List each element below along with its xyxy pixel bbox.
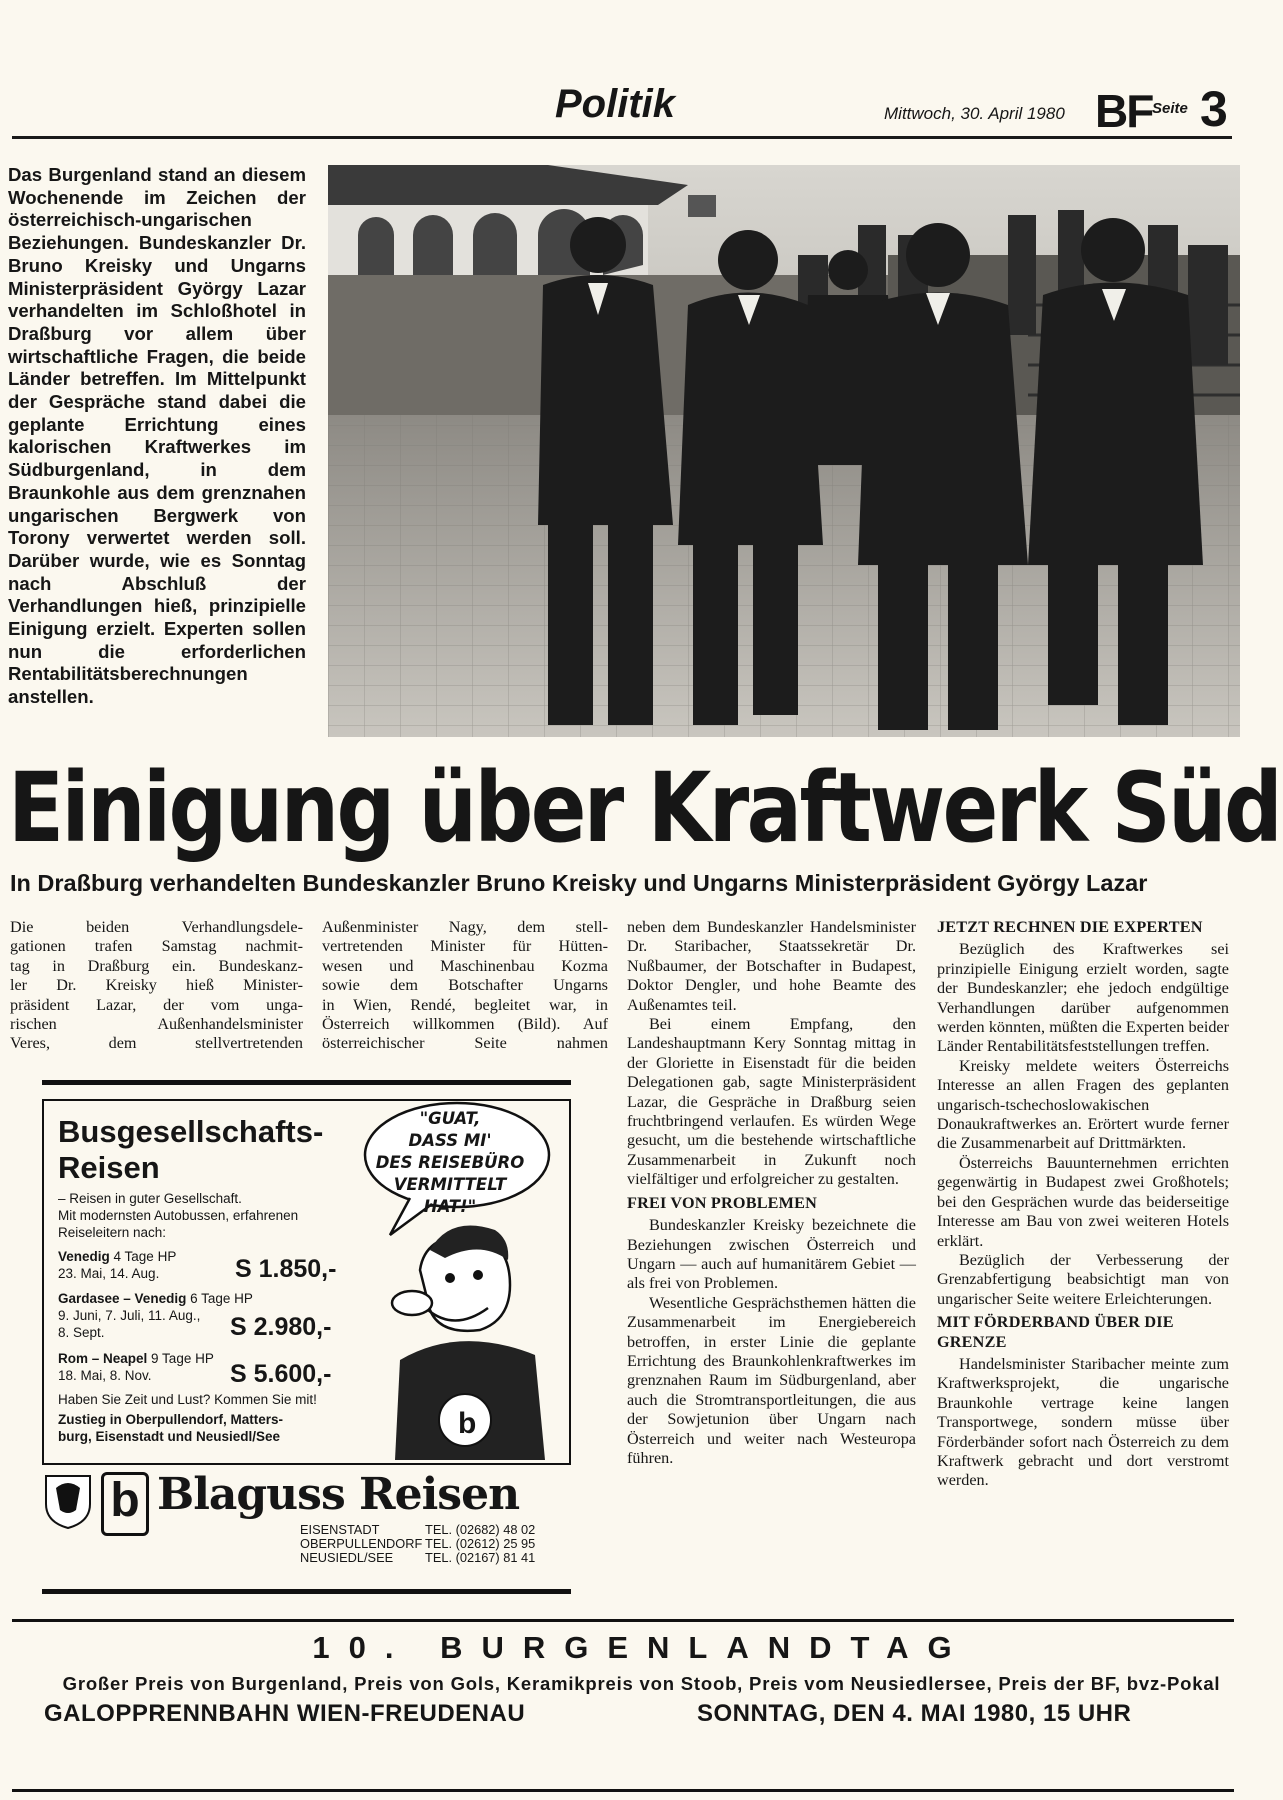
headline: Einigung über Kraftwerk Süd — [8, 752, 1281, 864]
text-line: ler Dr. Kreisky hieß Minister- — [10, 976, 303, 995]
office-city: EISENSTADT — [300, 1522, 380, 1537]
ad-boarding: Zustieg in Oberpullendorf, Matters- — [58, 1412, 284, 1427]
article-column-1 — [10, 918, 303, 1054]
trip-duration: 9 Tage HP — [151, 1351, 214, 1366]
office-phone: TEL. (02612) 25 95 — [425, 1536, 536, 1551]
article-paragraph: neben dem Bundeskanzler Handelsminister Dr. Staribacher, Staatssekretär Dr. Nußbaumer, der Botschafter in Budapest, Doktor Dengler, und hohe Beamte des Außenamtes teil. — [627, 918, 916, 1014]
article-column-3 — [627, 918, 916, 1468]
office-phone: TEL. (02682) 48 02 — [425, 1522, 536, 1537]
trip-duration: 6 Tage HP — [190, 1291, 253, 1306]
office-row — [300, 1523, 535, 1537]
event-title: 10. BURGENLANDTAG — [312, 1630, 971, 1665]
trip-price: S 2.980,- — [230, 1313, 332, 1341]
text-line: Veres, dem stellvertretenden — [10, 1034, 303, 1053]
trip-dates: 18. Mai, 8. Nov. — [58, 1368, 152, 1383]
text-line: wesen und Maschinenbau Kozma — [322, 956, 608, 975]
section-title: Politik — [555, 82, 676, 126]
trip-dates: 8. Sept. — [58, 1325, 105, 1340]
trip-venedig — [58, 1248, 176, 1265]
ad-tagline: – Reisen in guter Gesellschaft. — [58, 1191, 242, 1206]
event-datetime: SONNTAG, DEN 4. MAI 1980, 15 UHR — [697, 1700, 1132, 1727]
office-list — [300, 1523, 535, 1565]
text-line: Österreich willkommen (Bild). Auf — [322, 1015, 608, 1034]
office-row — [300, 1551, 535, 1565]
newspaper-logo: BF — [1095, 85, 1153, 137]
ad-question: Haben Sie Zeit und Lust? Kommen Sie mit! — [58, 1392, 317, 1407]
text-line: sowie dem Botschafter Ungarns — [322, 976, 608, 995]
trip-destination: Gardasee – Venedig — [58, 1291, 187, 1306]
trip-destination: Venedig — [58, 1249, 110, 1264]
coat-of-arms-icon — [42, 1470, 94, 1530]
article-paragraph: Bei einem Empfang, den Landeshauptmann Kery Sonntag mittag in der Gloriette in Eisenstadt für die beiden Delegationen gab, sagte Ministerpräsident Lazar, die Gespräche in Draßburg seien fruchtbringend verlaufen. Es würden Wege gesucht, um die bestehende wirtschaftliche Zusammenarbeit in Zukunft noch vielfältiger und erfolgreicher zu gestalten. — [627, 1015, 916, 1189]
bubble-line: VERMITTELT HAT!" — [393, 1175, 507, 1216]
office-city: OBERPULLENDORF — [300, 1536, 423, 1551]
trip-price: S 5.600,- — [230, 1360, 332, 1388]
shirt-logo: b — [458, 1407, 477, 1440]
brand-logo: b — [101, 1472, 149, 1536]
ad-title — [58, 1114, 323, 1186]
ad-intro: Mit modernsten Autobussen, erfahrenen — [58, 1208, 299, 1223]
trip-dates: 23. Mai, 14. Aug. — [58, 1266, 160, 1281]
article-paragraph: Kreisky meldete weiters Österreichs Interesse an allen Fragen des geplanten ungarisch-tschechoslowakischen Donaukraftwerkes an. Erörtert wurde ferner die Zusammenarbeit auf Drittmärkten. — [937, 1056, 1229, 1153]
page-label: Seite — [1152, 100, 1188, 117]
brand-name: Blaguss Reisen — [157, 1469, 520, 1520]
ad-title-line: Busgesellschafts- — [58, 1114, 324, 1149]
article-column-2 — [322, 918, 608, 1054]
text-line: präsident Lazar, der vom unga- — [10, 995, 303, 1014]
trip-duration: 4 Tage HP — [113, 1249, 177, 1264]
article-subheading: FREI VON PROBLEMEN — [627, 1193, 818, 1212]
ad-intro: Reiseleitern nach: — [58, 1225, 167, 1240]
article-paragraph: Handelsminister Staribacher meinte zum Kraftwerksprojekt, die ungarische Braunkohle vertrage keine langen Transportwege, sondern müsse über Förderbänder sofort nach Österreich zu dem Kraftwerk gebracht und dort verstromt werden. — [937, 1354, 1229, 1490]
article-paragraph: Wesentliche Gesprächsthemen hätten die Zusammenarbeit im Energiebereich betroffen, in erster Linie die geplante Errichtung des Braunkohlenkraftwerkes im grenznahen Raum im Südburgenland, aber auch die Stromtransportleitungen, die aus der Sowjetunion über Ungarn nach Österreich und weiter nach Westeuropa führen. — [627, 1293, 916, 1467]
office-row — [300, 1537, 535, 1551]
article-subheading: JETZT RECHNEN DIE EXPERTEN — [937, 918, 1203, 936]
article-paragraph: Bundeskanzler Kreisky bezeichnete die Beziehungen zwischen Österreich und Ungarn — auch auf humanitärem Gebiet — als frei von Problemen. — [627, 1216, 916, 1293]
trip-rom — [58, 1350, 214, 1367]
office-phone: TEL. (02167) 81 41 — [425, 1550, 536, 1565]
text-line: in Wien, Rendé, begleitet war, in — [322, 995, 608, 1014]
text-line: tag in Draßburg ein. Bundeskanz- — [10, 956, 303, 975]
event-venue: GALOPPRENNBAHN WIEN-FREUDENAU — [44, 1700, 526, 1727]
event-prizes: Großer Preis von Burgenland, Preis von Gols, Keramikpreis von Stoob, Preis vom Neusiedlersee, Preis der BF, bvz-Pokal — [62, 1673, 1221, 1694]
issue-date: Mittwoch, 30. April 1980 — [884, 104, 1065, 123]
article-column-4 — [937, 918, 1229, 1491]
article-paragraph: Bezüglich der Verbesserung der Grenzabfertigung beabsichtigt man von ungarischer Seite weitere Erleichterungen. — [937, 1250, 1229, 1308]
article-paragraph: Bezüglich des Kraftwerkes sei prinzipielle Einigung erzielt worden, sagte der Bundeskanzler; ehe jedoch endgültige Verhandlungen darüber aufgenommen werden könnten, müßten die Experten beider Länder Rentabilitätsfeststellungen treffen. — [937, 940, 1229, 1056]
article-paragraph: Österreichs Bauunternehmen errichten gegenwärtig in Budapest zwei Großhotels; bei den Gesprächen wurde das beiderseitige Interesse am Bau von zwei weiteren Hotels erklärt. — [937, 1153, 1229, 1250]
trip-dates: 9. Juni, 7. Juli, 11. Aug., — [58, 1308, 201, 1323]
trip-price: S 1.850,- — [235, 1255, 337, 1283]
text-line: vertretenden Minister für Hütten- — [322, 937, 608, 956]
news-photo — [328, 165, 1240, 737]
bubble-line: DASS MI' — [408, 1131, 492, 1150]
ad-title-line: Reisen — [58, 1150, 160, 1185]
text-line: gationen trafen Samstag nachmit- — [10, 937, 303, 956]
speech-bubble — [370, 1108, 530, 1218]
text-line: österreichischer Seite nahmen — [322, 1034, 608, 1053]
ad-boarding: burg, Eisenstadt und Neusiedl/See — [58, 1429, 281, 1444]
subheadline: In Draßburg verhandelten Bundeskanzler Bruno Kreisky und Ungarns Ministerpräsident György Lazar — [10, 870, 1148, 896]
article-subheading: MIT FÖRDERBAND ÜBER DIE GRENZE — [937, 1313, 1174, 1351]
trip-gardasee — [58, 1290, 253, 1307]
bubble-line: DES REISEBÜRO — [375, 1153, 525, 1172]
text-line: Außenminister Nagy, dem stell- — [322, 918, 608, 936]
page-number: 3 — [1200, 81, 1228, 137]
bubble-line: "GUAT, — [419, 1109, 481, 1128]
lead-paragraph: Das Burgenland stand an diesem Wochenende im Zeichen der österreichisch-ungarischen Beziehungen. Bundeskanzler Dr. Bruno Kreisky und Ungarns Ministerpräsident György Lazar verhandelten im Schloßhotel in Draßburg vor allem über wirtschaftliche Fragen, die beide Länder betreffen. Im Mittelpunkt der Gespräche stand dabei die geplante Errichtung eines kalorischen Kraftwerkes im Südburgenland, in dem Braunkohle aus dem grenznahen ungarischen Bergwerk von Torony verwertet werden soll. Darüber wurde, wie es Sonntag nach Abschluß der Verhandlungen hieß, prinzipielle Einigung erzielt. Experten sollen nun die erforderlichen Rentabilitätsberechnungen anstellen. — [8, 164, 306, 708]
text-line: Die beiden Verhandlungsdele- — [10, 918, 303, 936]
office-city: NEUSIEDL/SEE — [300, 1550, 394, 1565]
trip-destination: Rom – Neapel — [58, 1351, 148, 1366]
text-line: rischen Außenhandelsminister — [10, 1015, 303, 1034]
